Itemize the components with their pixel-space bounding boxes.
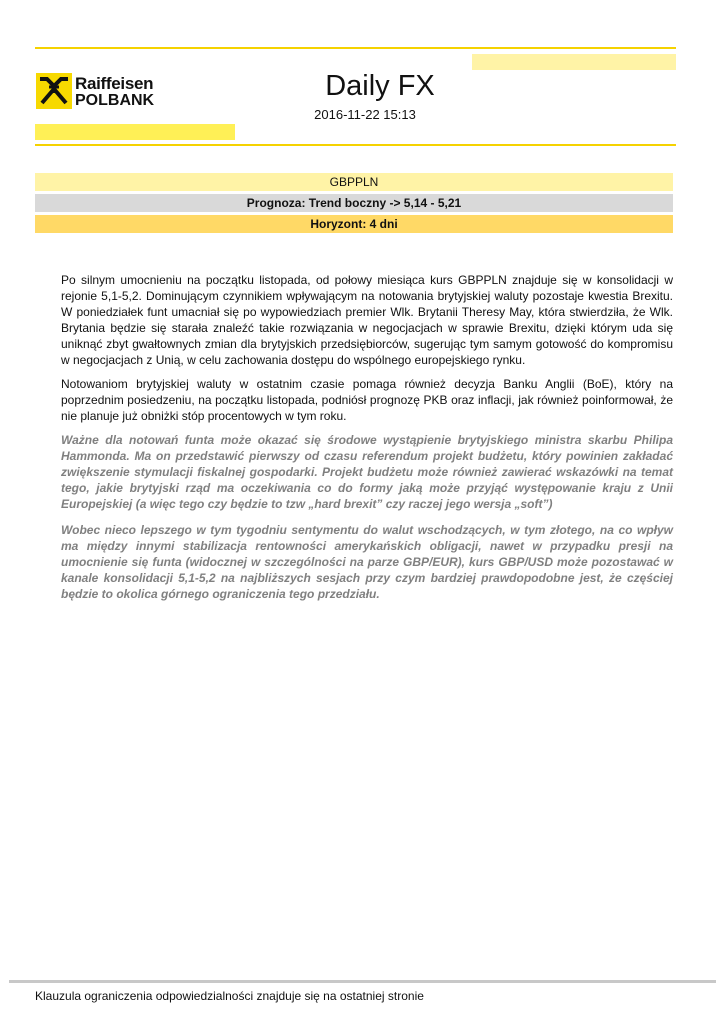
header-accent-bar-right <box>472 54 676 70</box>
emphasis-paragraph: Wobec nieco lepszego w tym tygodniu sentymentu do walut wschodzących, w tym złotego, na co wpływ ma między innymi stabilizacja rentowności amerykańskich obligacji, nawet w przypadku presji na umocnienie się funta (widocznej w szczególności na parze GBP/EUR), kurs GBP/USD może pozostawać w kanale konsolidacji 5,1-5,2 na najbliższych sesjach przy czym bardziej prawdopodobne jest, że częściej będzie to okolica górnego ograniczenia tego przedziału. <box>61 523 673 601</box>
disclaimer-note: Klauzula ograniczenia odpowiedzialności znajduje się na ostatniej stronie <box>35 989 424 1003</box>
currency-pair-row: GBPPLN <box>35 173 673 191</box>
emphasis-paragraph: Ważne dla notowań funta może okazać się środowe wystąpienie brytyjskiego ministra skarbu Philipa Hammonda. Ma on przedstawić pierwszy od czasu referendum projekt budżetu, który powinien zakładać zwiększenie stymulacji fiskalnej gospodarki. Projekt budżetu może również zawierać wskazówki na temat tego, jakie brytyjski rząd ma oczekiwania co do formy jaką może przyjąć występowanie kraju z Unii Europejskiej (a więc tego czy będzie to tzw „hard brexit” czy raczej jego wersja „soft”) <box>61 433 673 511</box>
header-accent-bar-left <box>35 124 235 140</box>
gable-cross-icon <box>36 73 72 109</box>
top-divider <box>35 47 676 49</box>
report-datetime: 2016-11-22 15:13 <box>314 107 416 122</box>
body-paragraph: Po silnym umocnieniu na początku listopada, od połowy miesiąca kurs GBPPLN znajduje się w konsolidacji w rejonie 5,1-5,2. Dominującym czynnikiem wpływającym na notowania brytyjskiej waluty pozostaje kwestia Brexitu. W poniedziałek funt umacniał się po wypowiedziach premier Wlk. Brytanii Theresy May, która stwierdziła, że Wlk. Brytania będzie się starała znaleźć takie rozwiązania w negocjacjach w sprawie Brexitu, dzięki którym uda się uniknąć zbyt gwałtownych zmian dla brytyjskich przedsiębiorców, sugerując tym samym gotowość do kompromisu w negocjacjach z Unią, w celu zachowania dostępu do wspólnego europejskiego rynku. <box>61 273 673 367</box>
header-divider <box>35 144 676 146</box>
logo-wordmark-raiffeisen: Raiffeisen <box>75 74 154 93</box>
body-paragraph: Notowaniom brytyjskiej waluty w ostatnim czasie pomaga również decyzja Banku Anglii (BoE), który na poprzednim posiedzeniu, na początku listopada, podniósł prognozę PKB oraz inflacji, jak również poinformował, że nie planuje już obniżki stóp procentowych w tym roku. <box>61 377 673 423</box>
report-body <box>61 272 673 612</box>
footer-divider <box>9 980 716 983</box>
raiffeisen-polbank-logo <box>36 73 161 111</box>
logo-wordmark-polbank: POLBANK <box>75 92 155 109</box>
horizon-row: Horyzont: 4 dni <box>35 215 673 233</box>
page-title: Daily FX <box>325 70 435 102</box>
forecast-row: Prognoza: Trend boczny -> 5,14 - 5,21 <box>35 194 673 212</box>
